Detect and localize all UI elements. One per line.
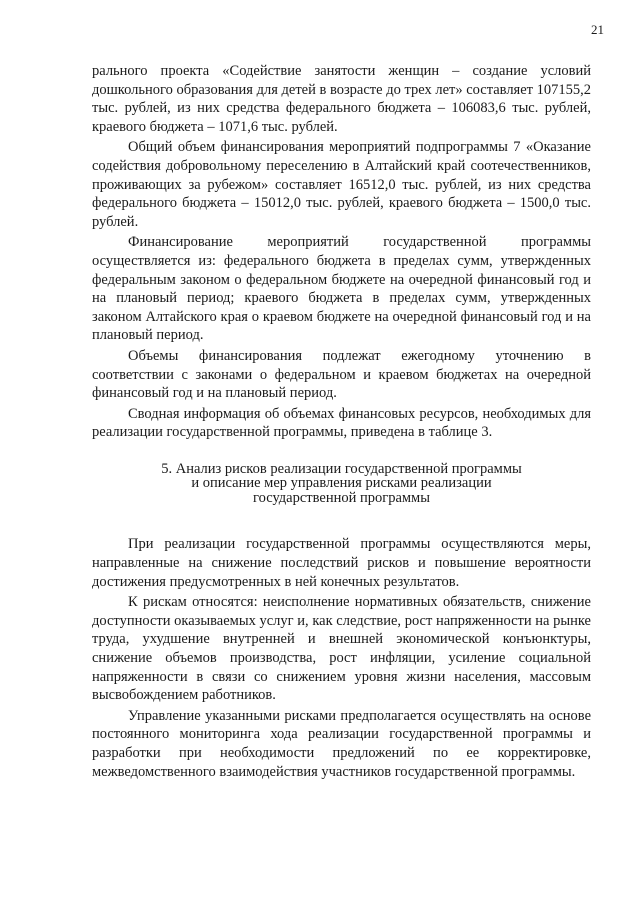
paragraph-4: Объемы финансирования подлежат ежегодному уточнению в соответствии с законами о федеральном и краевом бюджетах на очередной финансовый год и на плановый период. — [92, 347, 591, 402]
section-heading-line-3: государственной программы — [253, 489, 430, 506]
paragraph-6: При реализации государственной программы осуществляются меры, направленные на снижение последствий рисков и повышение вероятности достижения предусмотренных в ней конечных результатов. — [92, 536, 591, 590]
paragraph-7: К рискам относятся: неисполнение нормативных обязательств, снижение доступности оказываемых услуг и, как следствие, рост напряженности на рынке труда, ухудшение внутренней и внешней экономической конъюнктуры, снижение объемов производства, рост инфляции, усиление социальной напряженности в связи со снижением уровня жизни населения, массовым высвобождением работников. — [92, 594, 591, 704]
paragraph-3: Финансирование мероприятий государственной программы осуществляется из: федерального бюджета в пределах сумм, утвержденных федеральным законом о федеральном бюджете на очередной финансовый год и на плановый период; краевого бюджета в пределах сумм, утвержденных законом Алтайского края о краевом бюджете на очередной финансовый год и на плановый период. — [92, 234, 591, 344]
paragraph-2: Общий объем финансирования мероприятий подпрограммы 7 «Оказание содействия добровольному переселению в Алтайский край соотечественников, проживающих за рубежом» составляет 16512,0 тыс. рублей, из них средства федерального бюджета – 15012,0 тыс. рублей, краевого бюджета – 1500,0 тыс. рублей. — [92, 139, 591, 230]
paragraph-5: Сводная информация об объемах финансовых ресурсов, необходимых для реализации государственной программы, приведена в таблице 3. — [92, 405, 591, 441]
paragraph-1: рального проекта «Содействие занятости женщин – создание условий дошкольного образования для детей в возрасте до трех лет» составляет 107155,2 тыс. рублей, из них средства федерального бюджета – 106083,6 тыс. рублей, краевого бюджета – 1071,6 тыс. рублей. — [92, 63, 591, 135]
paragraph-8: Управление указанными рисками предполагается осуществлять на основе постоянного мониторинга хода реализации государственной программы и разработки при необходимости предложений по ее корректировке, межведомственного взаимодействия участников государственной программы. — [92, 707, 591, 780]
page-number: 21 — [591, 22, 604, 37]
section-heading-line-1: 5. Анализ рисков реализации государственной программы — [161, 460, 522, 477]
section-heading-line-2: и описание мер управления рисками реализации — [191, 475, 492, 492]
page-content — [92, 62, 591, 783]
section-heading — [92, 462, 591, 506]
